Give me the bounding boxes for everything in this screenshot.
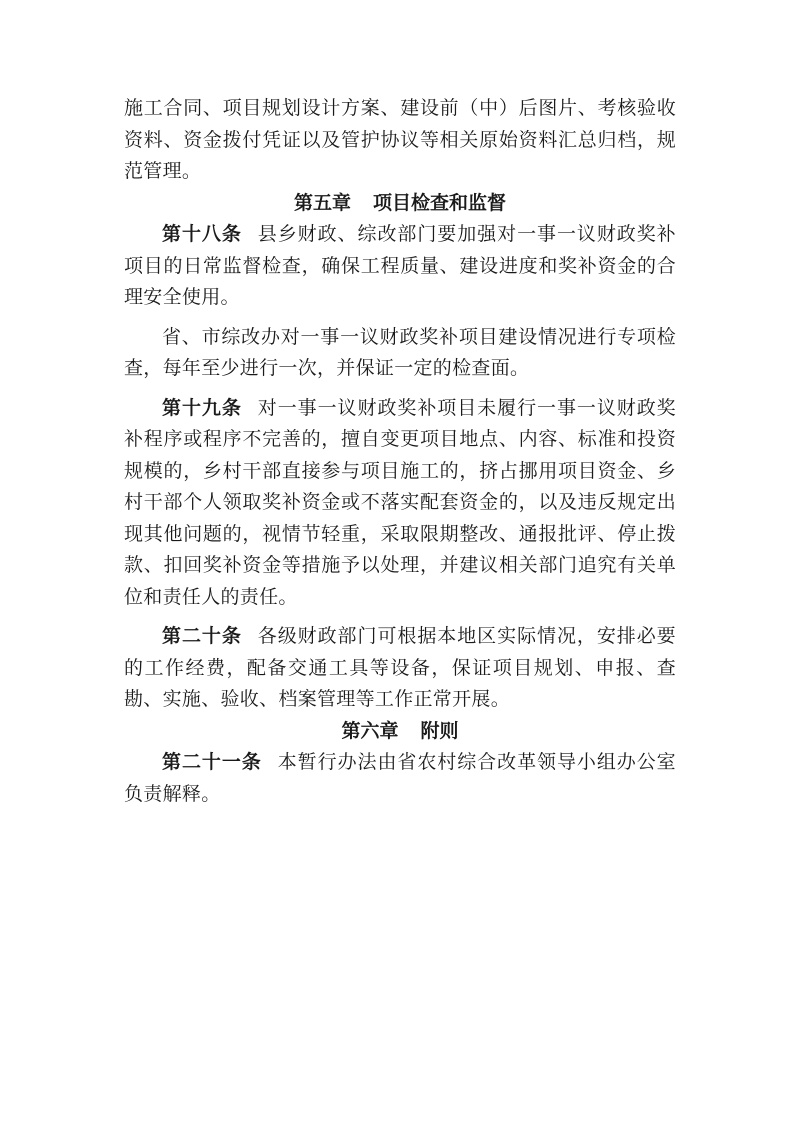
article-21-paragraph <box>124 747 676 810</box>
article-19-label: 第十九条 <box>162 396 242 419</box>
article-18-paragraph-2: 省、市综改办对一事一议财政奖补项目建设情况进行专项检查，每年至少进行一次，并保证一定的检查面。 <box>124 325 676 379</box>
intro-paragraph: 施工合同、项目规划设计方案、建设前（中）后图片、考核验收资料、资金拨付凭证以及管护协议等相关原始资料汇总归档，规范管理。 <box>124 97 676 182</box>
article-19-paragraph <box>124 393 676 614</box>
chapter-5-title: 项目检查和监督 <box>373 191 507 214</box>
article-19-text: 对一事一议财政奖补项目未履行一事一议财政奖补程序或程序不完善的，擅自变更项目地点、内容、标准和投资规模的，乡村干部直接参与项目施工的，挤占挪用项目资金、乡村干部个人领取奖补资金或不落实配套资金的，以及违反规定出现其他问题的，视情节轻重，采取限期整改、通报批评、停止拨款、扣回奖补资金等措施予以处理，并建议相关部门追究有关单位和责任人的责任。 <box>124 396 676 608</box>
document-page <box>124 93 676 810</box>
article-21-text: 本暂行办法由省农村综合改革领导小组办公室负责解释。 <box>124 751 676 805</box>
chapter-6-title: 附则 <box>420 719 459 742</box>
article-21-label: 第二十一条 <box>162 751 262 773</box>
article-18-label: 第十八条 <box>162 223 242 245</box>
chapter-5-number: 第五章 <box>293 191 351 214</box>
article-20-paragraph <box>124 621 676 716</box>
article-20-label: 第二十条 <box>162 625 242 647</box>
chapter-5-heading <box>124 188 676 220</box>
article-18-paragraph <box>124 219 676 314</box>
article-18-text: 县乡财政、综改部门要加强对一事一议财政奖补项目的日常监督检查，确保工程质量、建设进度和奖补资金的合理安全使用。 <box>124 223 676 308</box>
article-20-text: 各级财政部门可根据本地区实际情况，安排必要的工作经费，配备交通工具等设备，保证项目规划、申报、查勘、实施、验收、档案管理等工作正常开展。 <box>124 625 676 710</box>
chapter-6-number: 第六章 <box>341 719 399 742</box>
chapter-6-heading <box>124 716 676 748</box>
